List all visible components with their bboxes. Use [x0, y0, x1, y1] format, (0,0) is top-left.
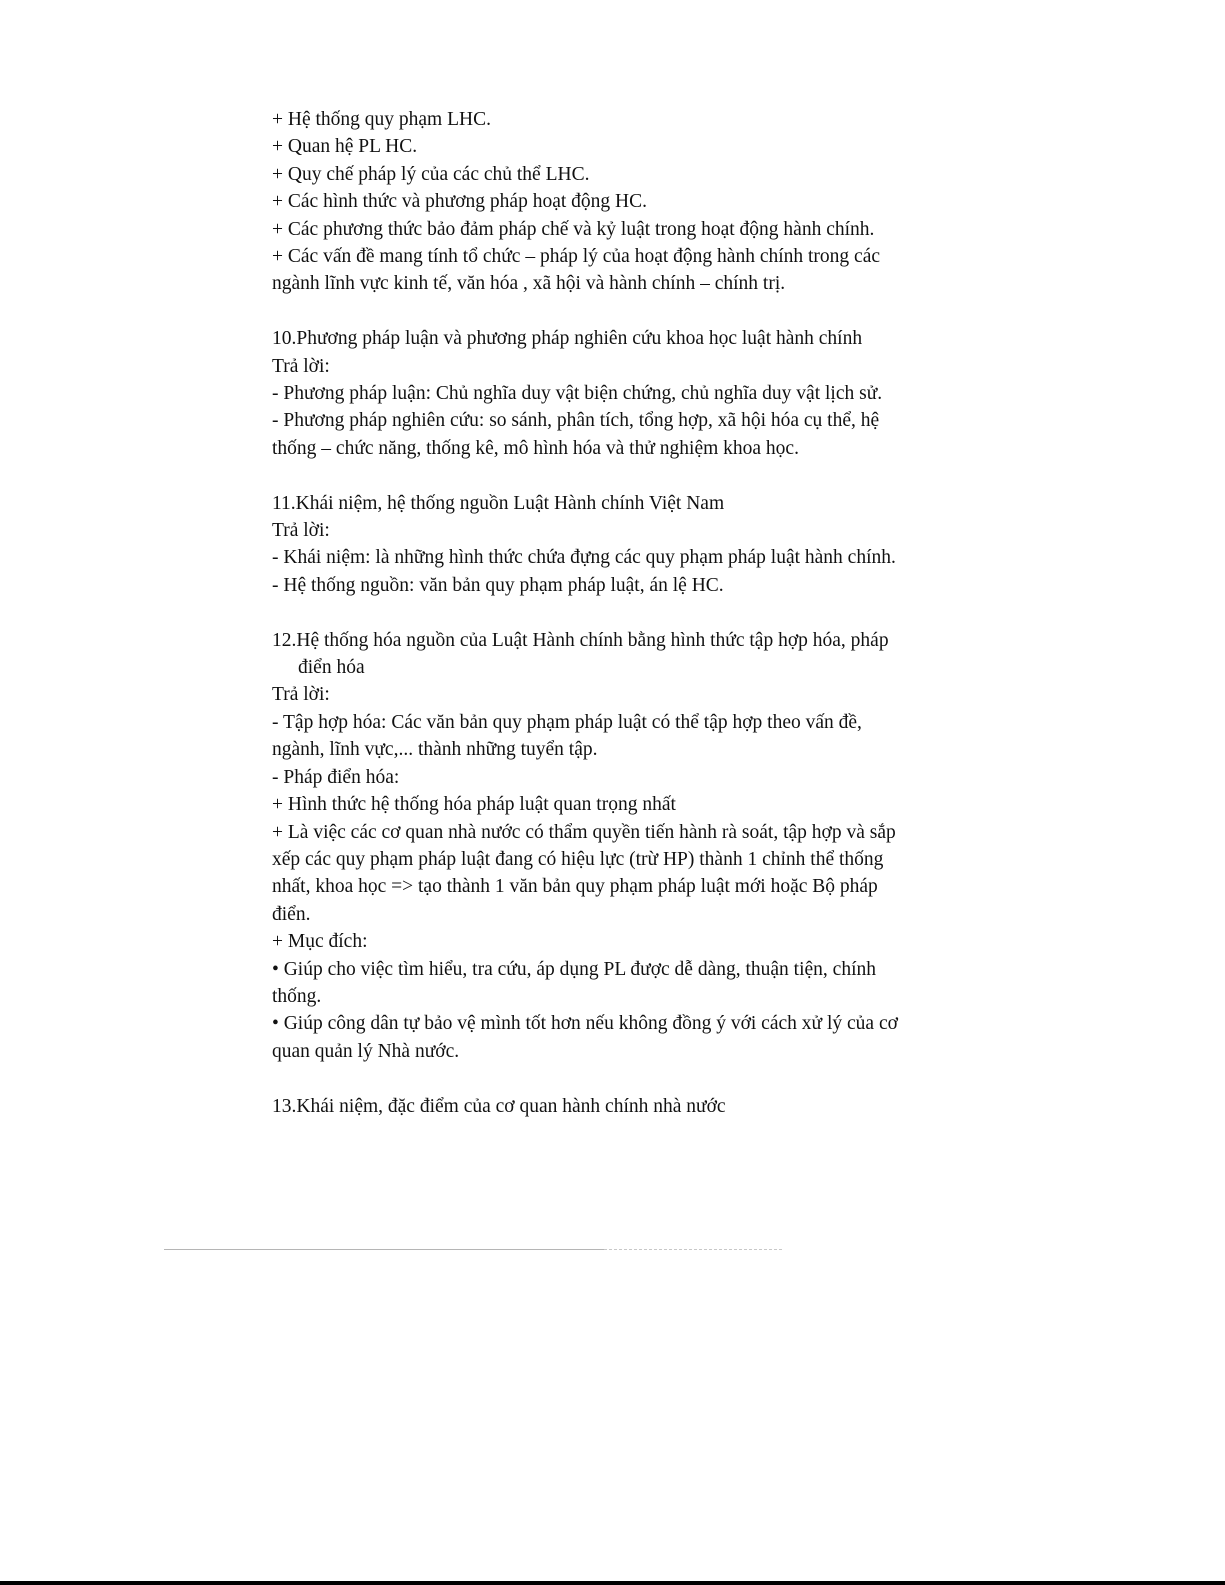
text-line: - Khái niệm: là những hình thức chứa đựng các quy phạm pháp luật hành chính. — [272, 547, 896, 569]
text-line: xếp các quy phạm pháp luật đang có hiệu lực (trừ HP) thành 1 chỉnh thể thống — [272, 848, 884, 870]
section-heading-11: 11.Khái niệm, hệ thống nguồn Luật Hành chính Việt Nam — [272, 492, 725, 514]
footer-divider-dashed — [604, 1249, 782, 1250]
text-line: + Quy chế pháp lý của các chủ thể LHC. — [272, 163, 590, 185]
text-line: + Các phương thức bảo đảm pháp chế và kỷ luật trong hoạt động hành chính. — [272, 218, 875, 240]
text-line: + Là việc các cơ quan nhà nước có thẩm quyền tiến hành rà soát, tập hợp và sắp — [272, 821, 896, 843]
text-line: + Mục đích: — [272, 931, 368, 953]
text-line: - Hệ thống nguồn: văn bản quy phạm pháp luật, án lệ HC. — [272, 574, 724, 596]
text-line: ngành, lĩnh vực,... thành những tuyển tập. — [272, 739, 598, 761]
page-bottom-edge — [0, 1581, 1225, 1585]
text-line: + Các vấn đề mang tính tổ chức – pháp lý của hoạt động hành chính trong các — [272, 246, 881, 268]
section-heading-10: 10.Phương pháp luận và phương pháp nghiên cứu khoa học luật hành chính — [272, 328, 863, 350]
text-line: quan quản lý Nhà nước. — [272, 1040, 460, 1062]
text-line: - Phương pháp nghiên cứu: so sánh, phân tích, tổng hợp, xã hội hóa cụ thể, hệ — [272, 410, 880, 432]
blank-line — [272, 462, 952, 489]
bullet-line: • Giúp công dân tự bảo vệ mình tốt hơn nếu không đồng ý với cách xử lý của cơ — [272, 1013, 898, 1035]
footer-divider — [164, 1249, 604, 1250]
text-line: + Quan hệ PL HC. — [272, 136, 418, 158]
section-heading-12: 12.Hệ thống hóa nguồn của Luật Hành chính bằng hình thức tập hợp hóa, pháp — [272, 629, 889, 651]
text-line: nhất, khoa học => tạo thành 1 văn bản quy phạm pháp luật mới hoặc Bộ pháp — [272, 876, 878, 898]
bullet-line: • Giúp cho việc tìm hiểu, tra cứu, áp dụng PL được dễ dàng, thuận tiện, chính — [272, 958, 876, 980]
answer-label: Trả lời: — [272, 520, 330, 542]
text-line: thống – chức năng, thống kê, mô hình hóa và thử nghiệm khoa học. — [272, 437, 799, 459]
text-line: điển. — [272, 903, 311, 925]
text-line: + Hình thức hệ thống hóa pháp luật quan trọng nhất — [272, 794, 676, 816]
text-line: - Pháp điển hóa: — [272, 766, 400, 788]
blank-line — [272, 1065, 952, 1092]
text-line: + Hệ thống quy phạm LHC. — [272, 109, 491, 130]
blank-line — [272, 599, 952, 626]
text-line: - Tập hợp hóa: Các văn bản quy phạm pháp luật có thể tập hợp theo vấn đề, — [272, 711, 862, 733]
blank-line — [272, 298, 952, 325]
text-line: + Các hình thức và phương pháp hoạt động HC. — [272, 191, 647, 213]
document-body — [272, 106, 952, 1120]
text-line: - Phương pháp luận: Chủ nghĩa duy vật biện chứng, chủ nghĩa duy vật lịch sử. — [272, 383, 883, 405]
text-line: ngành lĩnh vực kinh tế, văn hóa , xã hội và hành chính – chính trị. — [272, 273, 786, 295]
answer-label: Trả lời: — [272, 355, 330, 377]
text-line: thống. — [272, 985, 322, 1007]
answer-label: Trả lời: — [272, 684, 330, 706]
section-heading-13: 13.Khái niệm, đặc điểm của cơ quan hành chính nhà nước — [272, 1095, 726, 1117]
section-heading-12-continued: điển hóa — [298, 657, 365, 679]
